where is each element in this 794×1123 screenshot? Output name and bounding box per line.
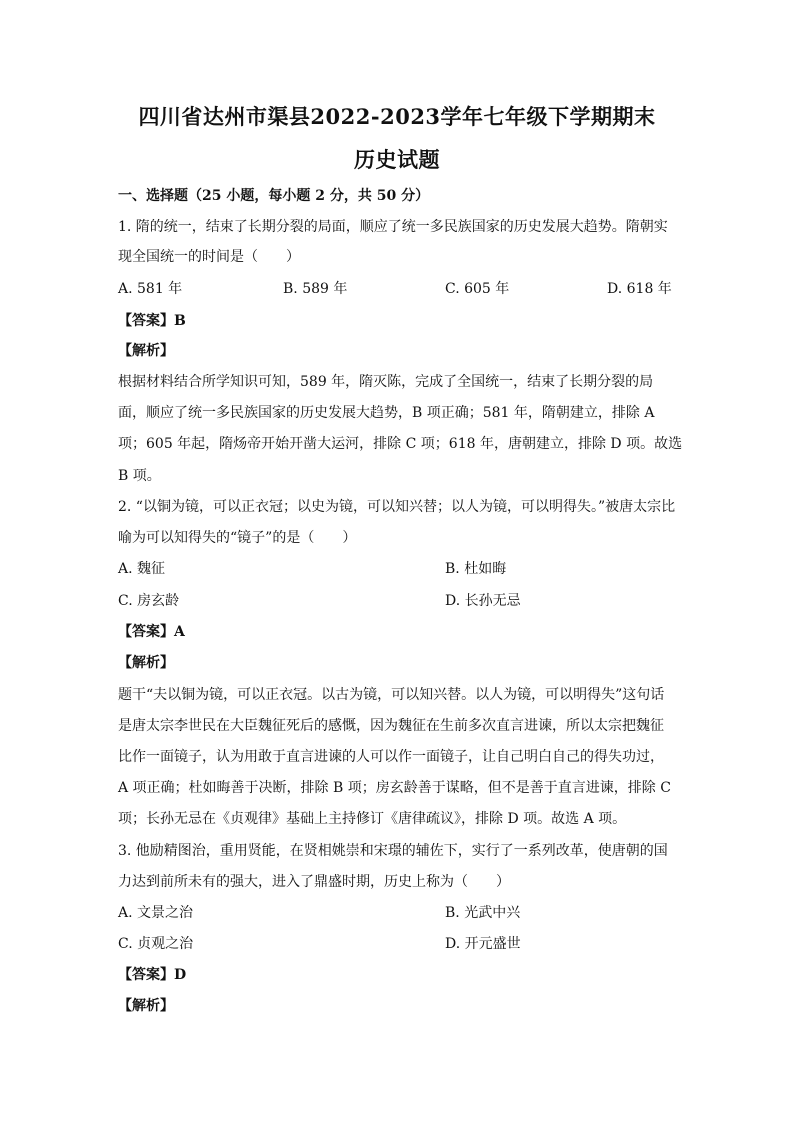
q1-stem-line1: 1. 隋的统一，结束了长期分裂的局面，顺应了统一多民族国家的历史发展大趋势。隋朝实 xyxy=(118,219,668,235)
q1-option-b: B. 589 年 xyxy=(283,281,348,297)
q1-answer: 【答案】B xyxy=(118,313,186,329)
q2-option-c: C. 房玄龄 xyxy=(118,593,180,609)
section-heading: 一、选择题（25 小题，每小题 2 分，共 50 分） xyxy=(118,188,430,204)
q2-analysis-line1: 题干“夫以铜为镜，可以正衣冠。以古为镜，可以知兴替。以人为镜，可以明得失”这句话 xyxy=(118,687,665,703)
q3-stem-line2: 力达到前所未有的强大，进入了鼎盛时期，历史上称为（ ） xyxy=(118,874,510,890)
q2-option-b: B. 杜如晦 xyxy=(445,561,507,577)
q3-stem-line1: 3. 他励精图治，重用贤能，在贤相姚崇和宋璟的辅佐下，实行了一系列改革，使唐朝的国 xyxy=(118,843,668,859)
q2-analysis-label: 【解析】 xyxy=(118,655,174,671)
q2-stem-line2: 喻为可以知得失的“镜子”的是（ ） xyxy=(118,530,357,546)
q2-analysis-line3: 比作一面镜子，认为用敢于直言进谏的人可以作一面镜子，让自己明白自己的得失功过， xyxy=(118,749,664,765)
q2-analysis-line2: 是唐太宗李世民在大臣魏征死后的感慨，因为魏征在生前多次直言进谏，所以太宗把魏征 xyxy=(118,718,664,734)
q2-option-a: A. 魏征 xyxy=(118,561,166,577)
q3-option-d: D. 开元盛世 xyxy=(445,936,521,952)
q2-analysis-line4: A 项正确；杜如晦善于决断，排除 B 项；房玄龄善于谋略，但不是善于直言进谏，排除 C xyxy=(118,780,671,796)
q3-answer: 【答案】D xyxy=(118,967,187,983)
q3-option-c: C. 贞观之治 xyxy=(118,936,194,952)
q2-stem-line1: 2. “以铜为镜，可以正衣冠；以史为镜，可以知兴替；以人为镜，可以明得失。”被唐太宗比 xyxy=(118,499,676,515)
q2-answer: 【答案】A xyxy=(118,624,185,640)
q1-analysis-line4: B 项。 xyxy=(118,468,161,484)
exam-title-line1: 四川省达州市渠县2022-2023学年七年级下学期期末 xyxy=(138,104,656,129)
exam-title-line2: 历史试题 xyxy=(354,147,440,172)
q1-analysis-line3: 项；605 年起，隋炀帝开始开凿大运河，排除 C 项；618 年，唐朝建立，排除 D 项。故选 xyxy=(118,436,683,452)
q2-analysis-line5: 项；长孙无忌在《贞观律》基础上主持修订《唐律疏议》，排除 D 项。故选 A 项。 xyxy=(118,811,627,827)
q1-option-a: A. 581 年 xyxy=(118,281,183,297)
q1-analysis-line2: 面，顺应了统一多民族国家的历史发展大趋势，B 项正确；581 年，隋朝建立，排除 A xyxy=(118,405,655,421)
q2-option-d: D. 长孙无忌 xyxy=(445,593,521,609)
q1-analysis-label: 【解析】 xyxy=(118,343,174,359)
q1-option-d: D. 618 年 xyxy=(607,281,672,297)
q1-stem-line2: 现全国统一的时间是（ ） xyxy=(118,249,300,265)
q1-option-c: C. 605 年 xyxy=(445,281,510,297)
q3-option-b: B. 光武中兴 xyxy=(445,905,521,921)
q1-analysis-line1: 根据材料结合所学知识可知，589 年，隋灭陈，完成了全国统一，结束了长期分裂的局 xyxy=(118,374,654,390)
q3-option-a: A. 文景之治 xyxy=(118,905,194,921)
q3-analysis-label: 【解析】 xyxy=(118,998,174,1014)
